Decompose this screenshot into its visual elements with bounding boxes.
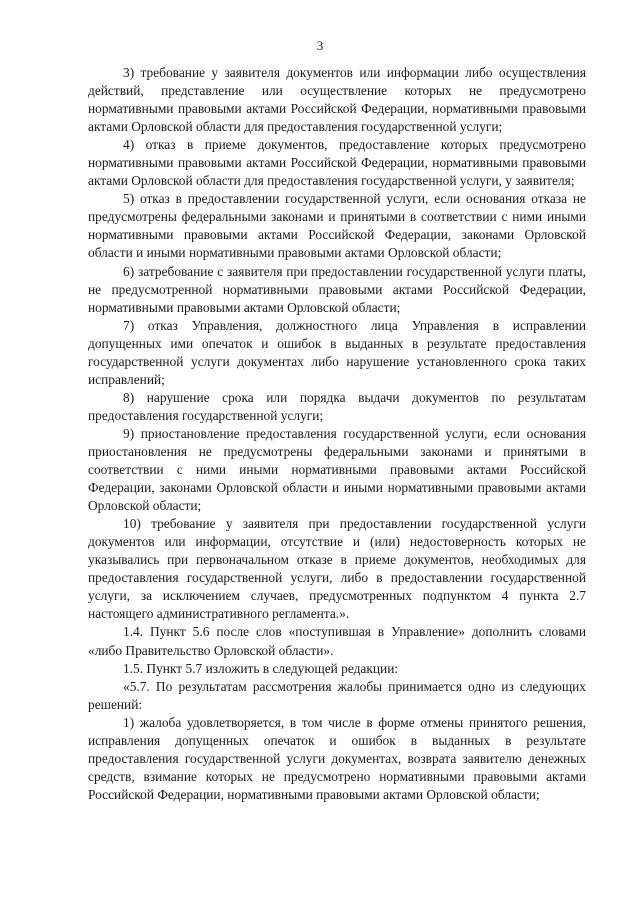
- paragraph-decision-1: 1) жалоба удовлетворяется, в том числе в форме отмены принятого решения, исправления допущенных опечаток и ошибок в выданных в результате предоставления государственной услуги документах, возврата заявителю денежных средств, взимание которых не предусмотрено нормативными правовыми актами Российской Федерации, нормативными правовыми актами Орловской области;: [88, 714, 586, 802]
- paragraph-clause-1-5: 1.5. Пункт 5.7 изложить в следующей редакции:: [123, 660, 399, 676]
- paragraph-item-8: 8) нарушение срока или порядка выдачи документов по результатам предоставления государственной услуги;: [88, 389, 586, 423]
- paragraph-clause-1-4: 1.4. Пункт 5.6 после слов «поступившая в Управление» дополнить словами «либо Правительство Орловской области».: [88, 624, 586, 658]
- paragraph-item-3: 3) требование у заявителя документов или информации либо осуществления действий, представление или осуществление которых не предусмотрено нормативными правовыми актами Российской Федерации, нормативными правовыми актами Орловской области для предоставления государственной услуги;: [88, 65, 586, 135]
- paragraph-item-7: 7) отказ Управления, должностного лица Управления в исправлении допущенных ими опечаток и ошибок в выданных в результате предоставления государственной услуги документах либо нарушение установленного срока таких исправлений;: [88, 317, 586, 387]
- paragraph-item-9: 9) приостановление предоставления государственной услуги, если основания приостановления не предусмотрены федеральными законами и принятыми в соответствии с ними иными нормативными правовыми актами Российской Федерации, законами Орловской области и иными нормативными правовыми актами Орловской области;: [88, 425, 586, 514]
- paragraph-item-6: 6) затребование с заявителя при предоставлении государственной услуги платы, не предусмотренной нормативными правовыми актами Российской Федерации, нормативными правовыми актами Орловской области;: [88, 263, 586, 315]
- paragraph-clause-5-7: «5.7. По результатам рассмотрения жалобы принимается одно из следующих решений:: [88, 678, 586, 712]
- paragraph-item-5: 5) отказ в предоставлении государственной услуги, если основания отказа не предусмотрены федеральными законами и принятыми в соответствии с ними иными нормативными правовыми актами Российской Федерации, законами Орловской области и иными нормативными правовыми актами Орловской области;: [88, 191, 586, 261]
- document-body: [88, 64, 586, 804]
- page-number: 3: [316, 38, 324, 53]
- paragraph-item-10: 10) требование у заявителя при предоставлении государственной услуги документов или информации, отсутствие и (или) недостоверность которых не указывались при первоначальном отказе в приеме документов, необходимых для предоставления государственной услуги, либо в предоставлении государственной услуги, за исключением случаев, предусмотренных подпунктом 4 пункта 2.7 настоящего административного регламента.».: [88, 516, 586, 622]
- paragraph-item-4: 4) отказ в приеме документов, предоставление которых предусмотрено нормативными правовыми актами Российской Федерации, нормативными правовыми актами Орловской области для предоставления государственной услуги, у заявителя;: [88, 137, 586, 189]
